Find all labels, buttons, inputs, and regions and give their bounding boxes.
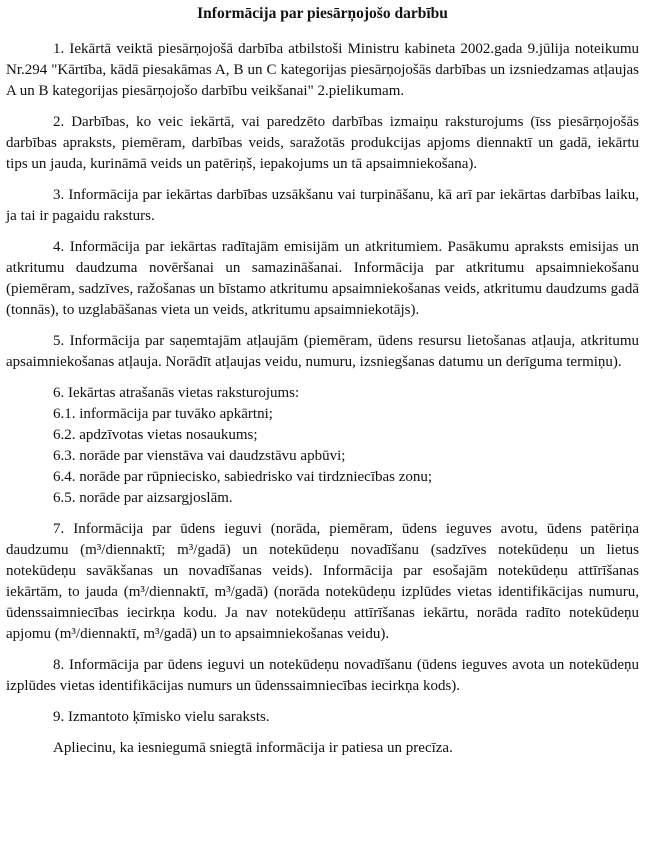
paragraph-4: 4. Informācija par iekārtas radītajām emisijām un atkritumiem. Pasākumu apraksts emisijas un atkritumu daudzuma novēršanai un samazināšanai. Informācija par atkritumu apsaimniekošanu (piemēram, sadzīves, ražošanas un bīstamo atkritumu apsaimniekošanas veids, atkritumu daudzums gadā (tonnās), to uzglabāšanas vieta un veids, atkritumu apsaimniekotājs).	[6, 239, 639, 318]
paragraph-5: 5. Informācija par saņemtajām atļaujām (piemēram, ūdens resursu lietošanas atļauja, atkritumu apsaimniekošanas atļauja. Norādīt atļaujas veidu, numuru, izsniegšanas datumu un derīguma termiņu).	[6, 333, 639, 370]
list-item-6-2: 6.2. apdzīvotas vietas nosaukums;	[53, 427, 258, 443]
document-title: Informācija par piesārņojošo darbību	[197, 5, 448, 22]
list-item-6-5: 6.5. norāde par aizsargjoslām.	[53, 490, 233, 506]
paragraph-7: 7. Informācija par ūdens ieguvi (norāda, piemēram, ūdens ieguves avotu, ūdens patēriņa daudzumu (m³/diennaktī; m³/gadā) un notekūdeņu novadīšanu (sadzīves notekūdeņu un lietus notekūdeņu savākšanas un novadīšanas veids). Informācija par esošajām notekūdeņu attīrīšanas iekārtām, to jauda (m³/diennaktī, m³/gadā) (norāda notekūdeņu izplūdes vietas identifikācijas numuru, ūdenssaimniecības iecirkņa kodu. Ja nav notekūdeņu attīrīšanas iekārtu, norāda radīto notekūdeņu apjomu (m³/diennaktī, m³/gadā) un to apsaimniekošanas veidu).	[6, 521, 639, 642]
paragraph-6	[6, 383, 639, 509]
paragraph-1: 1. Iekārtā veiktā piesārņojošā darbība atbilstoši Ministru kabineta 2002.gada 9.jūlija noteikumu Nr.294 "Kārtība, kādā piesakāmas A, B un C kategorijas piesārņojošās darbības un izsniedzamas atļaujas A un B kategorijas piesārņojošo darbību veikšanai" 2.pielikumam.	[6, 41, 639, 99]
paragraph-9: 9. Izmantoto ķīmisko vielu saraksts.	[53, 709, 270, 725]
paragraph-8: 8. Informācija par ūdens ieguvi un notekūdeņu novadīšanu (ūdens ieguves avota un notekūdeņu izplūdes vietas identifikācijas numurs un ūdenssaimniecības iecirkņa kods).	[6, 657, 639, 694]
closing-statement: Apliecinu, ka iesniegumā sniegtā informācija ir patiesa un precīza.	[53, 740, 453, 756]
paragraph-6-heading: 6. Iekārtas atrašanās vietas raksturojums:	[53, 385, 300, 401]
list-item-6-4: 6.4. norāde par rūpniecisko, sabiedrisko vai tirdzniecības zonu;	[53, 469, 433, 485]
list-item-6-1: 6.1. informācija par tuvāko apkārtni;	[53, 406, 273, 422]
list-item-6-3: 6.3. norāde par vienstāva vai daudzstāvu apbūvi;	[53, 448, 346, 464]
paragraph-2: 2. Darbības, ko veic iekārtā, vai paredzēto darbības izmaiņu raksturojums (īss piesārņojošās darbības apraksts, piemēram, darbības veids, saražotās produkcijas apjoms diennaktī un gadā, iekārtu tips un jauda, kurināmā veids un patēriņš, iepakojums un tā apsaimniekošana).	[6, 114, 639, 172]
paragraph-3: 3. Informācija par iekārtas darbības uzsākšanu vai turpināšanu, kā arī par iekārtas darbības laiku, ja tai ir pagaidu raksturs.	[6, 187, 639, 224]
